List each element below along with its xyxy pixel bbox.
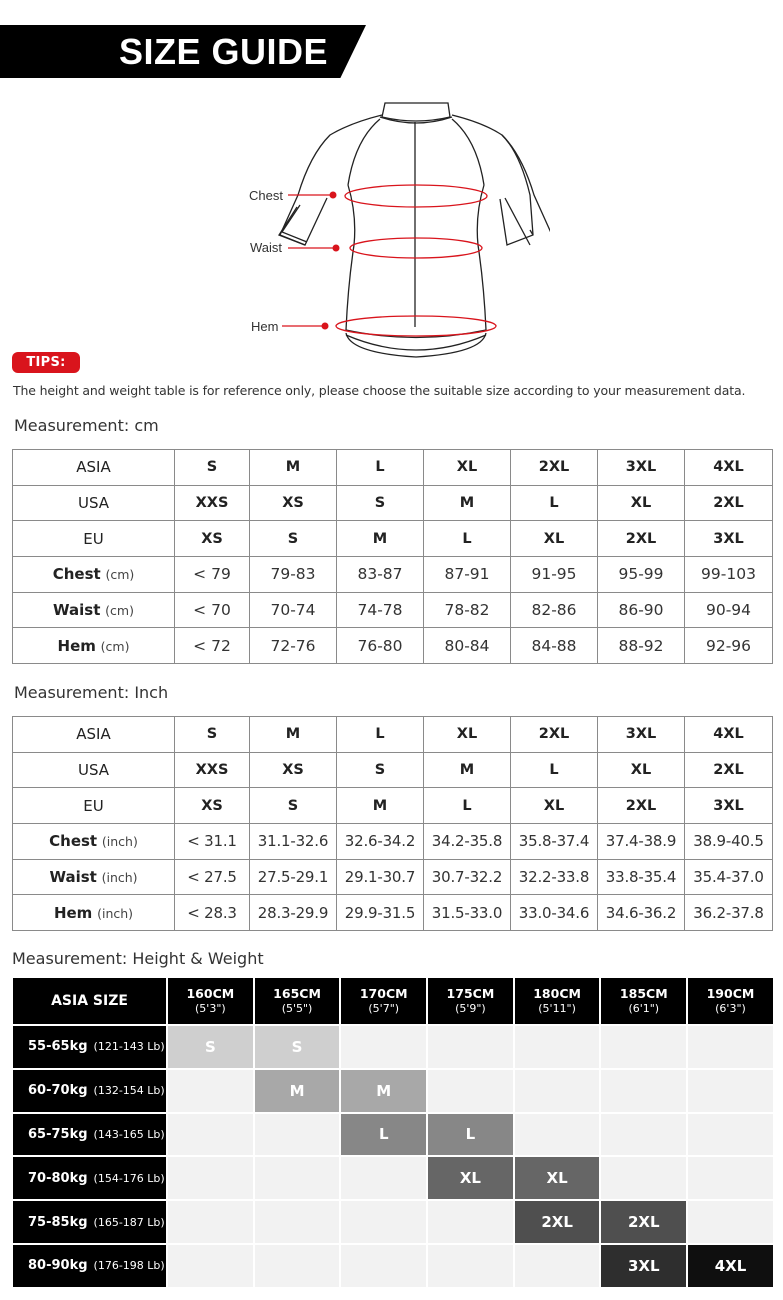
table-cell: 90-94	[685, 592, 773, 628]
table-cell: < 72	[175, 628, 250, 664]
table-cell: 38.9-40.5	[685, 824, 773, 860]
table-cell: XL	[598, 752, 685, 788]
table-cell: 88-92	[598, 628, 685, 664]
table-cell: < 28.3	[175, 895, 250, 931]
row-unit: (inch)	[101, 834, 138, 850]
table-cell: L	[337, 717, 424, 753]
size-cell: S	[255, 1026, 340, 1068]
table-cell: 2XL	[511, 450, 598, 486]
asia-size-header: ASIA SIZE	[13, 978, 166, 1024]
table-cell: 91-95	[511, 557, 598, 593]
table-cell: 74-78	[337, 592, 424, 628]
table-cell: 78-82	[424, 592, 511, 628]
table-cell: < 70	[175, 592, 250, 628]
size-cell	[688, 1070, 773, 1112]
table-cell: XS	[175, 788, 250, 824]
size-cell	[688, 1157, 773, 1199]
table-cell: 70-74	[250, 592, 337, 628]
size-cell: 3XL	[601, 1245, 686, 1287]
table-cell: 32.2-33.8	[511, 859, 598, 895]
table-cell: 95-99	[598, 557, 685, 593]
row-header	[13, 628, 175, 664]
weight-row-header	[13, 1201, 166, 1243]
table-cell: 2XL	[598, 521, 685, 557]
size-cell: L	[341, 1114, 426, 1156]
row-label: Hem	[53, 903, 93, 922]
weight-row-header	[13, 1070, 166, 1112]
section-title-inch: Measurement: Inch	[14, 683, 169, 702]
height-column-header	[428, 978, 513, 1024]
table-cell: S	[175, 717, 250, 753]
size-cell: M	[341, 1070, 426, 1112]
table-cell: 83-87	[337, 557, 424, 593]
table-cell: XL	[511, 521, 598, 557]
size-cell	[255, 1114, 340, 1156]
size-cell	[168, 1245, 253, 1287]
table-cell: 34.6-36.2	[598, 895, 685, 931]
size-cell	[168, 1070, 253, 1112]
height-cm: 165CM	[273, 986, 321, 1001]
table-cell: 35.8-37.4	[511, 824, 598, 860]
height-cm: 160CM	[186, 986, 235, 1001]
measurement-table-cm	[12, 449, 773, 664]
size-cell	[428, 1245, 513, 1287]
size-cell	[688, 1201, 773, 1243]
size-cell	[428, 1201, 513, 1243]
weight-row-header	[13, 1114, 166, 1156]
size-cell	[515, 1114, 600, 1156]
height-ft: (5'3")	[195, 1002, 226, 1015]
table-cell: M	[250, 450, 337, 486]
table-row	[13, 592, 773, 628]
height-ft: (5'11")	[538, 1002, 576, 1015]
table-cell: 33.8-35.4	[598, 859, 685, 895]
table-cell: XL	[598, 485, 685, 521]
weight-lb: (143-165 Lb)	[93, 1127, 165, 1141]
page-title: SIZE GUIDE	[119, 31, 329, 72]
table-cell: 29.9-31.5	[337, 895, 424, 931]
table-cell: XL	[424, 450, 511, 486]
size-cell	[168, 1114, 253, 1156]
height-column-header	[515, 978, 600, 1024]
table-row	[13, 450, 773, 486]
table-cell: 79-83	[250, 557, 337, 593]
table-cell: 29.1-30.7	[337, 859, 424, 895]
row-label: Chest	[52, 565, 101, 584]
row-label: EU	[83, 529, 104, 548]
table-row	[13, 788, 773, 824]
row-header	[13, 592, 175, 628]
row-label: Chest	[49, 832, 98, 851]
table-cell: M	[250, 717, 337, 753]
table-cell: 87-91	[424, 557, 511, 593]
row-label: ASIA	[76, 458, 111, 477]
table-row	[13, 521, 773, 557]
tips-badge: TIPS:	[12, 352, 80, 373]
size-cell	[255, 1201, 340, 1243]
table-cell: L	[337, 450, 424, 486]
size-cell	[515, 1245, 600, 1287]
table-cell: XXS	[175, 485, 250, 521]
table-cell: 3XL	[685, 521, 773, 557]
weight-kg: 70-80kg	[28, 1170, 88, 1186]
table-cell: M	[424, 485, 511, 521]
hem-label: Hem	[251, 319, 279, 334]
weight-row-header	[13, 1026, 166, 1068]
size-cell	[515, 1026, 600, 1068]
row-label: USA	[77, 761, 110, 780]
weight-kg: 60-70kg	[28, 1083, 88, 1099]
row-header	[13, 788, 175, 824]
table-cell: 99-103	[685, 557, 773, 593]
height-cm: 190CM	[706, 986, 755, 1001]
table-cell: S	[250, 521, 337, 557]
table-cell: 2XL	[685, 485, 773, 521]
size-cell	[601, 1070, 686, 1112]
section-title-cm: Measurement: cm	[14, 416, 159, 435]
row-unit: (cm)	[100, 638, 130, 654]
measurement-table-inch	[12, 716, 773, 931]
table-cell: 2XL	[685, 752, 773, 788]
table-cell: XL	[424, 717, 511, 753]
row-unit: (inch)	[101, 870, 138, 886]
table-cell: M	[337, 788, 424, 824]
size-cell	[601, 1026, 686, 1068]
table-row	[13, 859, 773, 895]
table-cell: L	[424, 521, 511, 557]
weight-kg: 55-65kg	[28, 1039, 88, 1055]
size-cell	[515, 1070, 600, 1112]
row-header	[13, 521, 175, 557]
size-cell: 4XL	[688, 1245, 773, 1287]
row-header	[13, 450, 175, 486]
table-cell: 35.4-37.0	[685, 859, 773, 895]
table-cell: M	[337, 521, 424, 557]
height-column-header	[688, 978, 773, 1024]
table-cell: 84-88	[511, 628, 598, 664]
size-cell: M	[255, 1070, 340, 1112]
height-cm: 170CM	[359, 986, 408, 1001]
table-cell: 30.7-32.2	[424, 859, 511, 895]
height-cm: 185CM	[619, 986, 668, 1001]
weight-kg: 65-75kg	[28, 1126, 88, 1142]
size-cell	[255, 1245, 340, 1287]
size-cell	[168, 1201, 253, 1243]
table-cell: XS	[250, 485, 337, 521]
waist-label: Waist	[250, 240, 283, 255]
table-row	[13, 485, 773, 521]
weight-kg: 80-90kg	[28, 1258, 88, 1274]
size-cell	[168, 1157, 253, 1199]
table-cell: 82-86	[511, 592, 598, 628]
row-label: EU	[83, 796, 104, 815]
table-cell: < 79	[175, 557, 250, 593]
size-cell: XL	[428, 1157, 513, 1199]
tips-text: The height and weight table is for reference only, please choose the suitable size according to your measurement data.	[13, 383, 746, 398]
size-cell: XL	[515, 1157, 600, 1199]
row-label: Waist	[49, 868, 97, 887]
weight-lb: (121-143 Lb)	[93, 1040, 165, 1054]
table-row	[13, 824, 773, 860]
table-cell: S	[337, 485, 424, 521]
table-cell: XL	[511, 788, 598, 824]
table-cell: S	[175, 450, 250, 486]
table-cell: 4XL	[685, 717, 773, 753]
size-cell	[428, 1026, 513, 1068]
height-ft: (5'9")	[455, 1002, 486, 1015]
row-label: USA	[77, 494, 110, 513]
table-cell: 2XL	[511, 717, 598, 753]
table-cell: 2XL	[598, 788, 685, 824]
table-cell: 92-96	[685, 628, 773, 664]
height-ft: (6'1")	[628, 1002, 660, 1015]
size-cell	[341, 1201, 426, 1243]
weight-row-header	[13, 1245, 166, 1287]
size-cell	[428, 1070, 513, 1112]
chest-label: Chest	[249, 188, 283, 203]
size-cell	[688, 1114, 773, 1156]
table-cell: XS	[175, 521, 250, 557]
row-unit: (cm)	[105, 567, 135, 583]
table-cell: L	[511, 485, 598, 521]
size-cell: 2XL	[515, 1201, 600, 1243]
row-unit: (cm)	[105, 603, 134, 619]
height-column-header	[255, 978, 340, 1024]
table-cell: 32.6-34.2	[337, 824, 424, 860]
height-cm: 175CM	[446, 986, 495, 1001]
size-cell: 2XL	[601, 1201, 686, 1243]
height-column-header	[341, 978, 426, 1024]
table-cell: S	[250, 788, 337, 824]
size-cell	[341, 1245, 426, 1287]
table-cell: L	[511, 752, 598, 788]
table-row	[13, 557, 773, 593]
table-cell: 36.2-37.8	[685, 895, 773, 931]
size-cell: L	[428, 1114, 513, 1156]
height-ft: (5'5")	[281, 1002, 313, 1015]
table-cell: 3XL	[598, 717, 685, 753]
size-cell	[601, 1157, 686, 1199]
row-label: ASIA	[76, 725, 111, 744]
size-cell	[341, 1026, 426, 1068]
row-unit: (inch)	[97, 905, 134, 921]
table-cell: 31.5-33.0	[424, 895, 511, 931]
row-label: Hem	[57, 636, 96, 655]
height-weight-grid	[13, 978, 771, 1287]
table-cell: L	[424, 788, 511, 824]
table-cell: < 31.1	[175, 824, 250, 860]
table-cell: 27.5-29.1	[250, 859, 337, 895]
table-cell: XXS	[175, 752, 250, 788]
section-title-height-weight: Measurement: Height & Weight	[12, 949, 264, 968]
row-header	[13, 824, 175, 860]
height-ft: (5'7")	[368, 1002, 400, 1015]
table-cell: 4XL	[685, 450, 773, 486]
size-cell	[255, 1157, 340, 1199]
height-ft: (6'3")	[715, 1002, 746, 1015]
table-cell: S	[337, 752, 424, 788]
row-header	[13, 859, 175, 895]
height-cm: 180CM	[533, 986, 581, 1001]
size-cell	[341, 1157, 426, 1199]
size-cell	[688, 1026, 773, 1068]
table-row	[13, 895, 773, 931]
weight-lb: (132-154 Lb)	[93, 1084, 165, 1098]
table-cell: 76-80	[337, 628, 424, 664]
table-cell: 72-76	[250, 628, 337, 664]
weight-kg: 75-85kg	[28, 1214, 88, 1230]
weight-lb: (154-176 Lb)	[93, 1171, 165, 1185]
table-cell: 33.0-34.6	[511, 895, 598, 931]
row-header	[13, 557, 175, 593]
table-cell: XS	[250, 752, 337, 788]
weight-row-header	[13, 1157, 166, 1199]
height-column-header	[601, 978, 686, 1024]
table-cell: < 27.5	[175, 859, 250, 895]
row-header	[13, 895, 175, 931]
row-header	[13, 752, 175, 788]
jersey-diagram	[230, 95, 550, 365]
table-row	[13, 752, 773, 788]
height-column-header	[168, 978, 253, 1024]
size-cell	[601, 1114, 686, 1156]
table-cell: M	[424, 752, 511, 788]
table-row	[13, 717, 773, 753]
table-cell: 31.1-32.6	[250, 824, 337, 860]
size-cell: S	[168, 1026, 253, 1068]
table-cell: 34.2-35.8	[424, 824, 511, 860]
table-cell: 28.3-29.9	[250, 895, 337, 931]
row-label: Waist	[53, 601, 101, 620]
table-row	[13, 628, 773, 664]
row-header	[13, 485, 175, 521]
table-cell: 3XL	[685, 788, 773, 824]
table-cell: 86-90	[598, 592, 685, 628]
table-cell: 3XL	[598, 450, 685, 486]
weight-lb: (165-187 Lb)	[93, 1215, 165, 1229]
table-cell: 37.4-38.9	[598, 824, 685, 860]
table-cell: 80-84	[424, 628, 511, 664]
weight-lb: (176-198 Lb)	[93, 1259, 165, 1273]
row-header	[13, 717, 175, 753]
